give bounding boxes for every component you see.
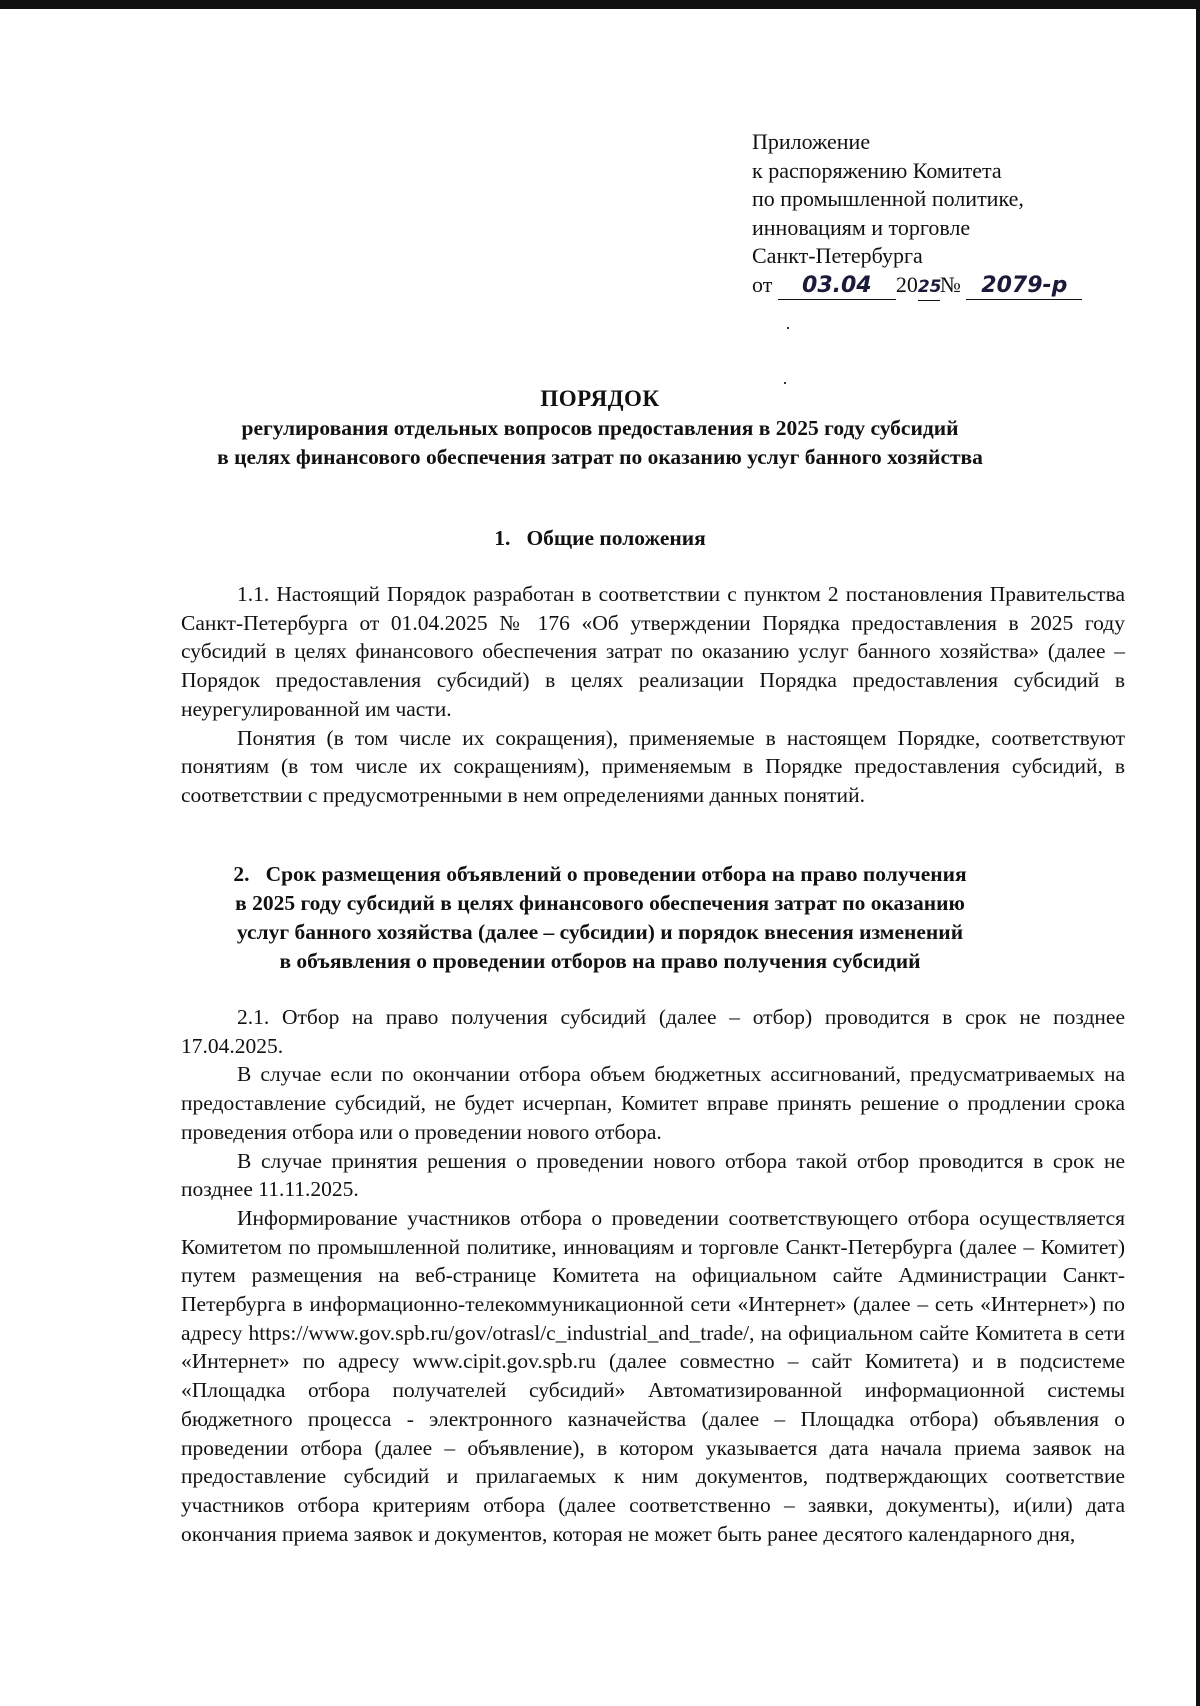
date-prefix: от xyxy=(752,271,773,297)
heading-line: услуг банного хозяйства (далее – субсидии) и порядок внесения изменений xyxy=(236,920,964,944)
section-2-heading xyxy=(0,860,1200,976)
number-label: № xyxy=(939,271,961,297)
heading-line: в 2025 году субсидий в целях финансового обеспечения затрат по оказанию xyxy=(235,891,965,915)
subtitle-line: регулирования отдельных вопросов предоставления в 2025 году субсидий xyxy=(241,416,959,440)
document-title: ПОРЯДОК xyxy=(540,386,660,411)
document-subtitle xyxy=(0,414,1200,472)
paragraph: Информирование участников отбора о проведении соответствующего отбора осуществляется Комитетом по промышленной политике, инновациям и торговле Санкт-Петербурга (далее – Комитет) путем размещения на веб-странице Комитета на официальном сайте Администрации Санкт-Петербурга в информационно-телекоммуникационной сети «Интернет» (далее – сеть «Интернет») по адресу https://www.gov.spb.ru/gov/otrasl/c_industrial_and_trade/, на официальном сайте Комитета в сети «Интернет» по адресу www.cipit.gov.spb.ru (далее совместно – сайт Комитета) и в подсистеме «Площадка отбора получателей субсидий» Автоматизированной информационной системы бюджетного процесса - электронного казначейства (далее – Площадка отбора) объявления о проведении отбора (далее – объявление), в котором указывается дата начала приема заявок на предоставление субсидий и прилагаемых к ним документов, подтверждающих соответствие участников отбора критериям отбора (далее соответственно – заявки, документы), и(или) дата окончания приема заявок и документов, которая не может быть ранее десятого календарного дня, xyxy=(181,1205,1126,1546)
paragraph: В случае принятия решения о проведении нового отбора такой отбор проводится в срок не позднее 11.11.2025. xyxy=(181,1148,1125,1202)
appendix-line: по промышленной политике, xyxy=(752,186,1024,212)
section-2-body xyxy=(181,1003,1125,1548)
paragraph: Понятия (в том числе их сокращения), применяемые в настоящем Порядке, соответствуют понятиям (в том числе их сокращениям), применяемым в Порядке предоставления субсидий, в соответствии с предусмотренными в нем определениями данных понятий. xyxy=(181,725,1125,807)
scan-speck xyxy=(784,382,786,384)
scan-top-border xyxy=(0,0,1200,9)
paragraph: В случае если по окончании отбора объем бюджетных ассигнований, предусматриваемых на предоставление субсидий, не будет исчерпан, Комитет вправе принять решение о продлении срока проведения отбора или о проведении нового отбора. xyxy=(181,1062,1125,1144)
appendix-date-line xyxy=(752,271,1082,301)
handwritten-year: 25 xyxy=(918,274,940,301)
heading-line: 2. Срок размещения объявлений о проведении отбора на право получения xyxy=(233,862,967,886)
year-prefix: 20 xyxy=(895,271,918,297)
section-1-body xyxy=(181,580,1125,810)
handwritten-date: 03.04 xyxy=(778,273,896,300)
handwritten-number: 2079-р xyxy=(966,273,1082,300)
scan-right-border xyxy=(1196,0,1200,1706)
heading-line: в объявления о проведении отборов на право получения субсидий xyxy=(279,949,921,973)
appendix-line: Санкт-Петербурга xyxy=(752,243,923,269)
scan-speck xyxy=(787,327,789,329)
section-1-heading: 1. Общие положения xyxy=(494,526,706,550)
appendix-line: Приложение xyxy=(752,129,871,154)
paragraph: 1.1. Настоящий Порядок разработан в соответствии с пунктом 2 постановления Правительства Санкт-Петербурга от 01.04.2025 № 176 «Об утверждении Порядка предоставления в 2025 году субсидий в целях финансового обеспечения затрат по оказанию услуг банного хозяйства» (далее – Порядок предоставления субсидий) в целях реализации Порядка предоставления субсидий в неурегулированной им части. xyxy=(181,582,1125,721)
paragraph: 2.1. Отбор на право получения субсидий (далее – отбор) проводится в срок не позднее 17.04.2025. xyxy=(181,1005,1125,1058)
subtitle-line: в целях финансового обеспечения затрат по оказанию услуг банного хозяйства xyxy=(217,445,983,469)
appendix-block xyxy=(752,128,1082,301)
appendix-line: к распоряжению Комитета xyxy=(752,157,1002,183)
appendix-line: инновациям и торговле xyxy=(752,214,971,240)
